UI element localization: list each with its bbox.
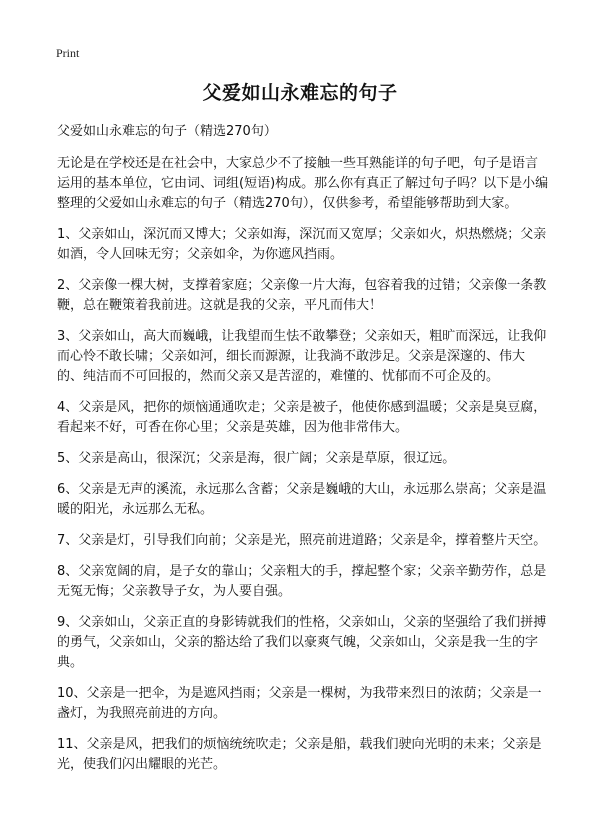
paragraph-8: 8、父亲宽阔的肩，是子女的靠山；父亲粗大的手，撑起整个家；父亲辛勤劳作，总是无冤无悔；父亲教导子女，为人要自强。 (57, 564, 547, 599)
page-title: 父爱如山永难忘的句子 (202, 82, 398, 104)
article-intro: 无论是在学校还是在社会中，大家总少不了接触一些耳熟能详的句子吧，句子是语言运用的基本单位，它由词、词组(短语)构成。那么你有真正了解过句子吗？以下是小编整理的父爱如山永难忘的句子（精选270句），仅供参考，希望能够帮助到大家。 (57, 156, 549, 211)
article-body (57, 122, 549, 786)
paragraph-3: 3、父亲如山，高大而巍峨，让我望而生怯不敢攀登；父亲如天，粗旷而深远，让我仰而心怜不敢长啸；父亲如河，细长而源源，让我淌不敢涉足。父亲是深邃的、伟大的、纯洁而不可回报的，然而父亲又是苦涩的，难懂的、忧郁而不可企及的。 (57, 329, 547, 384)
paragraph-10: 10、父亲是一把伞，为是遮风挡雨；父亲是一棵树，为我带来烈日的浓荫；父亲是一盏灯，为我照亮前进的方向。 (57, 686, 542, 721)
paragraph-4: 4、父亲是风，把你的烦恼通通吹走；父亲是被子，他使你感到温暖；父亲是臭豆腐，看起来不好，可香在你心里；父亲是英雄，因为他非常伟大。 (57, 400, 547, 435)
paragraph-2: 2、父亲像一棵大树，支撑着家庭；父亲像一片大海，包容着我的过错；父亲像一条教鞭，总在鞭策着我前进。这就是我的父亲，平凡而伟大！ (57, 278, 547, 313)
paragraph-5: 5、父亲是高山，很深沉；父亲是海，很广阔；父亲是草原，很辽远。 (57, 451, 456, 466)
paragraph-6: 6、父亲是无声的溪流，永远那么含蓄；父亲是巍峨的大山，永远那么崇高；父亲是温暖的阳光，永远那么无私。 (57, 482, 547, 517)
paragraph-11: 11、父亲是风，把我们的烦恼统统吹走；父亲是船，载我们驶向光明的未来；父亲是光，使我们闪出耀眼的光芒。 (57, 737, 542, 772)
paragraph-7: 7、父亲是灯，引导我们向前；父亲是光，照亮前进道路；父亲是伞，撑着整片天空。 (57, 533, 547, 548)
paragraph-9: 9、父亲如山，父亲正直的身影铸就我们的性格，父亲如山，父亲的坚强给了我们拼搏的勇气，父亲如山，父亲的豁达给了我们以豪爽气魄，父亲如山，父亲是我一生的字典。 (57, 615, 547, 670)
print-link[interactable]: Print (56, 46, 80, 60)
article-subtitle: 父爱如山永难忘的句子（精选270句） (57, 124, 277, 139)
paragraph-1: 1、父亲如山，深沉而又博大；父亲如海，深沉而又宽厚；父亲如火，炽热燃烧；父亲如酒，令人回味无穷；父亲如伞，为你遮风挡雨。 (57, 227, 547, 262)
